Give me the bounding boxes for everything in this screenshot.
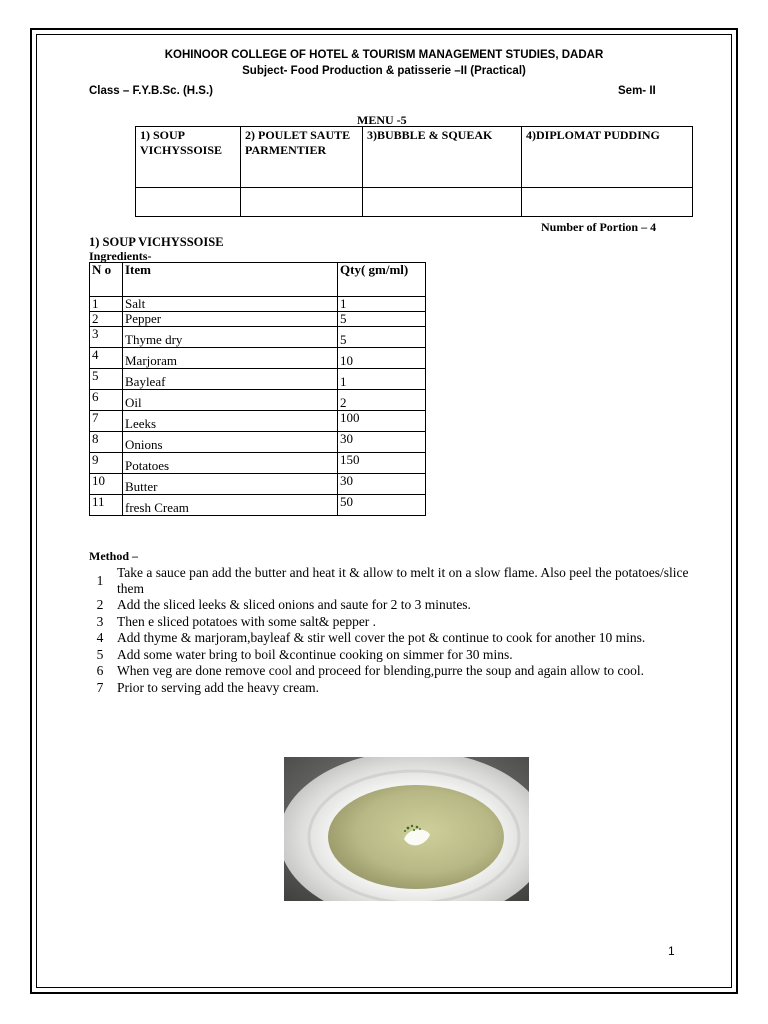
row-item: Salt [123, 297, 338, 312]
method-label: Method – [89, 549, 138, 563]
row-item: Onions [123, 432, 338, 453]
table-row [90, 411, 426, 432]
row-qty: 1 [338, 297, 426, 312]
row-no: 8 [90, 432, 123, 453]
col-header-no: N o [90, 263, 123, 297]
row-item: Thyme dry [123, 327, 338, 348]
method-step [89, 565, 689, 596]
row-no: 1 [90, 297, 123, 312]
row-qty: 150 [338, 453, 426, 474]
row-item: Butter [123, 474, 338, 495]
step-text: When veg are done remove cool and proceed for blending,purre the soup and again allow to cool. [117, 663, 645, 678]
table-row [90, 474, 426, 495]
row-no: 2 [90, 312, 123, 327]
step-text: Then e sliced potatoes with some salt& pepper . [117, 613, 377, 629]
row-item: Bayleaf [123, 369, 338, 390]
menu-item-1: 1) SOUP VICHYSSOISE [136, 127, 241, 188]
row-qty: 2 [338, 390, 426, 411]
table-row [90, 453, 426, 474]
step-text: Add thyme & marjoram,bayleaf & stir well cover the pot & continue to cook for another 10 mins. [117, 630, 646, 645]
page-number: 1 [668, 944, 675, 958]
row-no: 5 [90, 369, 123, 390]
row-item: Leeks [123, 411, 338, 432]
menu-blank-cell [363, 188, 522, 217]
row-no: 7 [90, 411, 123, 432]
step-number: 3 [96, 613, 104, 629]
row-item: Potatoes [123, 453, 338, 474]
ingredients-table [89, 262, 426, 516]
row-item: Pepper [123, 312, 338, 327]
table-row [90, 390, 426, 411]
row-item: Oil [123, 390, 338, 411]
step-text: Prior to serving add the heavy cream. [117, 679, 320, 695]
row-no: 10 [90, 474, 123, 495]
row-qty: 10 [338, 348, 426, 369]
method-step [89, 647, 689, 663]
menu-blank-cell [241, 188, 363, 217]
soup-photo [284, 757, 529, 901]
step-text: Add the sliced leeks & sliced onions and saute for 2 to 3 minutes. [117, 597, 471, 612]
col-header-qty: Qty( gm/ml) [338, 263, 426, 297]
method-list [89, 565, 689, 696]
row-no: 6 [90, 390, 123, 411]
step-number: 1 [96, 572, 104, 588]
step-number: 6 [96, 663, 104, 678]
soup-bowl-illustration [284, 757, 529, 901]
menu-blank-cell [522, 188, 693, 217]
row-qty: 30 [338, 474, 426, 495]
method-step [89, 597, 689, 613]
row-qty: 5 [338, 312, 426, 327]
method-step [89, 630, 689, 646]
step-text: Add some water bring to boil &continue cooking on simmer for 30 mins. [117, 646, 513, 662]
menu-title: MENU -5 [357, 113, 407, 127]
step-text: Take a sauce pan add the butter and heat it & allow to melt it on a slow flame. Also peel the potatoes/slice them [117, 565, 689, 596]
row-no: 9 [90, 453, 123, 474]
menu-item-3: 3)BUBBLE & SQUEAK [363, 127, 522, 188]
row-item: Marjoram [123, 348, 338, 369]
table-row [90, 312, 426, 327]
table-row [90, 432, 426, 453]
method-step [89, 663, 689, 679]
row-qty: 100 [338, 411, 426, 432]
menu-item-4: 4)DIPLOMAT PUDDING [522, 127, 693, 188]
row-no: 4 [90, 348, 123, 369]
row-qty: 30 [338, 432, 426, 453]
table-row [90, 327, 426, 348]
method-step [89, 614, 689, 630]
row-no: 3 [90, 327, 123, 348]
table-row [90, 495, 426, 516]
college-name: KOHINOOR COLLEGE OF HOTEL & TOURISM MANAGEMENT STUDIES, DADAR [164, 49, 604, 61]
recipe-title: 1) SOUP VICHYSSOISE [89, 235, 224, 249]
portion-count: Number of Portion – 4 [541, 220, 657, 234]
row-no: 11 [90, 495, 123, 516]
menu-table [135, 126, 693, 217]
sem-label: Sem- II [618, 85, 656, 97]
method-step [89, 680, 689, 696]
table-row [90, 348, 426, 369]
step-number: 4 [96, 630, 104, 645]
step-number: 5 [96, 646, 104, 662]
menu-item-2: 2) POULET SAUTE PARMENTIER [241, 127, 363, 188]
table-row [90, 297, 426, 312]
col-header-item: Item [123, 263, 338, 297]
step-number: 7 [96, 679, 104, 695]
step-number: 2 [96, 597, 104, 612]
table-row [90, 369, 426, 390]
row-qty: 5 [338, 327, 426, 348]
row-qty: 50 [338, 495, 426, 516]
subject-line: Subject- Food Production & patisserie –II (Practical) [242, 65, 526, 77]
row-qty: 1 [338, 369, 426, 390]
class-label: Class – F.Y.B.Sc. (H.S.) [89, 85, 213, 97]
ingredients-label: Ingredients- [89, 249, 152, 263]
row-item: fresh Cream [123, 495, 338, 516]
menu-blank-cell [136, 188, 241, 217]
